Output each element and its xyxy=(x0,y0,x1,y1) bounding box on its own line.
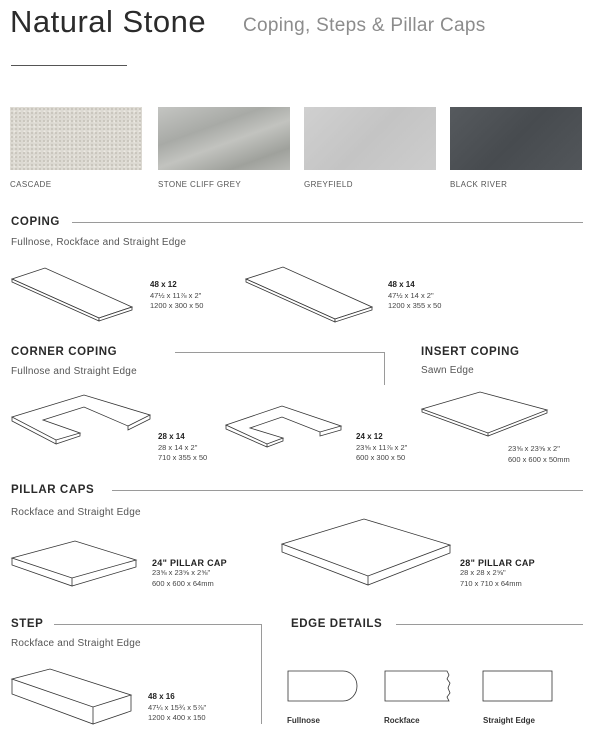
insert-coping-heading: INSERT COPING xyxy=(421,346,520,358)
coping-48x12-dims xyxy=(150,280,203,312)
dim-imperial: 47½ x 14 x 2" xyxy=(388,290,434,300)
swatch-label: BLACK RIVER xyxy=(450,180,508,189)
edge-label-fullnose: Fullnose xyxy=(287,716,320,725)
swatch-label: GREYFIELD xyxy=(304,180,353,189)
corner-coping-subheading: Fullnose and Straight Edge xyxy=(11,366,137,377)
dim-metric: 1200 x 300 x 50 xyxy=(150,301,204,310)
dim-name: 24 x 12 xyxy=(356,432,383,441)
pillar-cap-24-text xyxy=(152,558,227,589)
corner-coping-28x14-dims xyxy=(158,432,207,464)
section-rule xyxy=(54,624,261,625)
insert-coping-dims xyxy=(508,444,570,465)
dim-imperial: 28 x 14 x 2" xyxy=(158,442,198,452)
page-title: Natural Stone xyxy=(10,4,207,39)
pillar-caps-subheading: Rockface and Straight Edge xyxy=(11,507,141,518)
dim-name: 48 x 16 xyxy=(148,692,175,701)
pillar-cap-24-drawing xyxy=(10,540,138,590)
dim-metric: 710 x 355 x 50 xyxy=(158,453,208,462)
corner-coping-heading: CORNER COPING xyxy=(11,346,118,358)
coping-48x14-dims xyxy=(388,280,441,312)
dim-metric: 710 x 710 x 64mm xyxy=(460,578,522,588)
swatch-greyfield xyxy=(304,107,436,170)
title-underline xyxy=(11,65,127,66)
dim-imperial: 23⅝ x 11⅞ x 2" xyxy=(356,442,408,452)
swatch-stone-cliff-grey xyxy=(158,107,290,170)
edge-label-rockface: Rockface xyxy=(384,716,420,725)
edge-label-straight-edge: Straight Edge xyxy=(483,716,536,725)
dim-imperial: 28 x 28 x 2⅝" xyxy=(460,568,506,577)
corner-coping-24x12-dims xyxy=(356,432,407,464)
edge-details-heading: EDGE DETAILS xyxy=(291,618,383,630)
straight-edge-drawing xyxy=(482,670,554,702)
dim-metric: 600 x 300 x 50 xyxy=(356,453,406,462)
swatch-black-river xyxy=(450,107,582,170)
dim-imperial: 23⅝ x 23⅝ x 2" xyxy=(508,444,560,453)
dim-name: 28 x 14 xyxy=(158,432,185,441)
rockface-edge-drawing xyxy=(384,670,454,702)
step-heading: STEP xyxy=(11,618,44,630)
dim-name: 48 x 12 xyxy=(150,280,177,289)
dim-metric: 1200 x 400 x 150 xyxy=(148,713,206,722)
section-rule xyxy=(396,624,583,625)
dim-metric: 600 x 600 x 64mm xyxy=(152,578,214,588)
dim-name: 48 x 14 xyxy=(388,280,415,289)
step-dims xyxy=(148,692,206,724)
swatch-cascade xyxy=(10,107,142,170)
pillar-cap-28-drawing xyxy=(280,518,452,590)
coping-subheading: Fullnose, Rockface and Straight Edge xyxy=(11,237,187,248)
coping-48x12-drawing xyxy=(10,265,135,320)
section-divider xyxy=(384,352,385,385)
section-rule xyxy=(112,490,583,491)
pillar-cap-title: 28" PILLAR CAP xyxy=(460,558,535,568)
step-subheading: Rockface and Straight Edge xyxy=(11,638,141,649)
pillar-cap-28-text xyxy=(460,558,535,589)
dim-imperial: 47½ x 11⅞ x 2" xyxy=(150,290,202,300)
coping-heading: COPING xyxy=(11,216,60,228)
pillar-caps-heading: PILLAR CAPS xyxy=(11,484,95,496)
swatch-label: CASCADE xyxy=(10,180,52,189)
coping-48x14-drawing xyxy=(245,264,375,321)
fullnose-edge-drawing xyxy=(287,670,359,702)
section-divider xyxy=(261,624,262,724)
pillar-cap-title: 24" PILLAR CAP xyxy=(152,558,227,568)
corner-coping-24x12-drawing xyxy=(225,404,345,446)
dim-imperial: 23⅝ x 23⅝ x 2⅝" xyxy=(152,568,211,577)
corner-coping-28x14-drawing xyxy=(10,393,150,443)
dim-metric: 600 x 600 x 50mm xyxy=(508,454,570,464)
page-subtitle: Coping, Steps & Pillar Caps xyxy=(243,15,486,36)
dim-metric: 1200 x 355 x 50 xyxy=(388,301,442,310)
insert-coping-drawing xyxy=(420,390,550,440)
section-rule xyxy=(72,222,583,223)
dim-imperial: 47¼ x 15¾ x 5⅞" xyxy=(148,702,207,712)
step-drawing xyxy=(10,668,135,728)
section-rule xyxy=(175,352,384,353)
insert-coping-subheading: Sawn Edge xyxy=(421,365,474,376)
swatch-label: STONE CLIFF GREY xyxy=(158,180,242,189)
